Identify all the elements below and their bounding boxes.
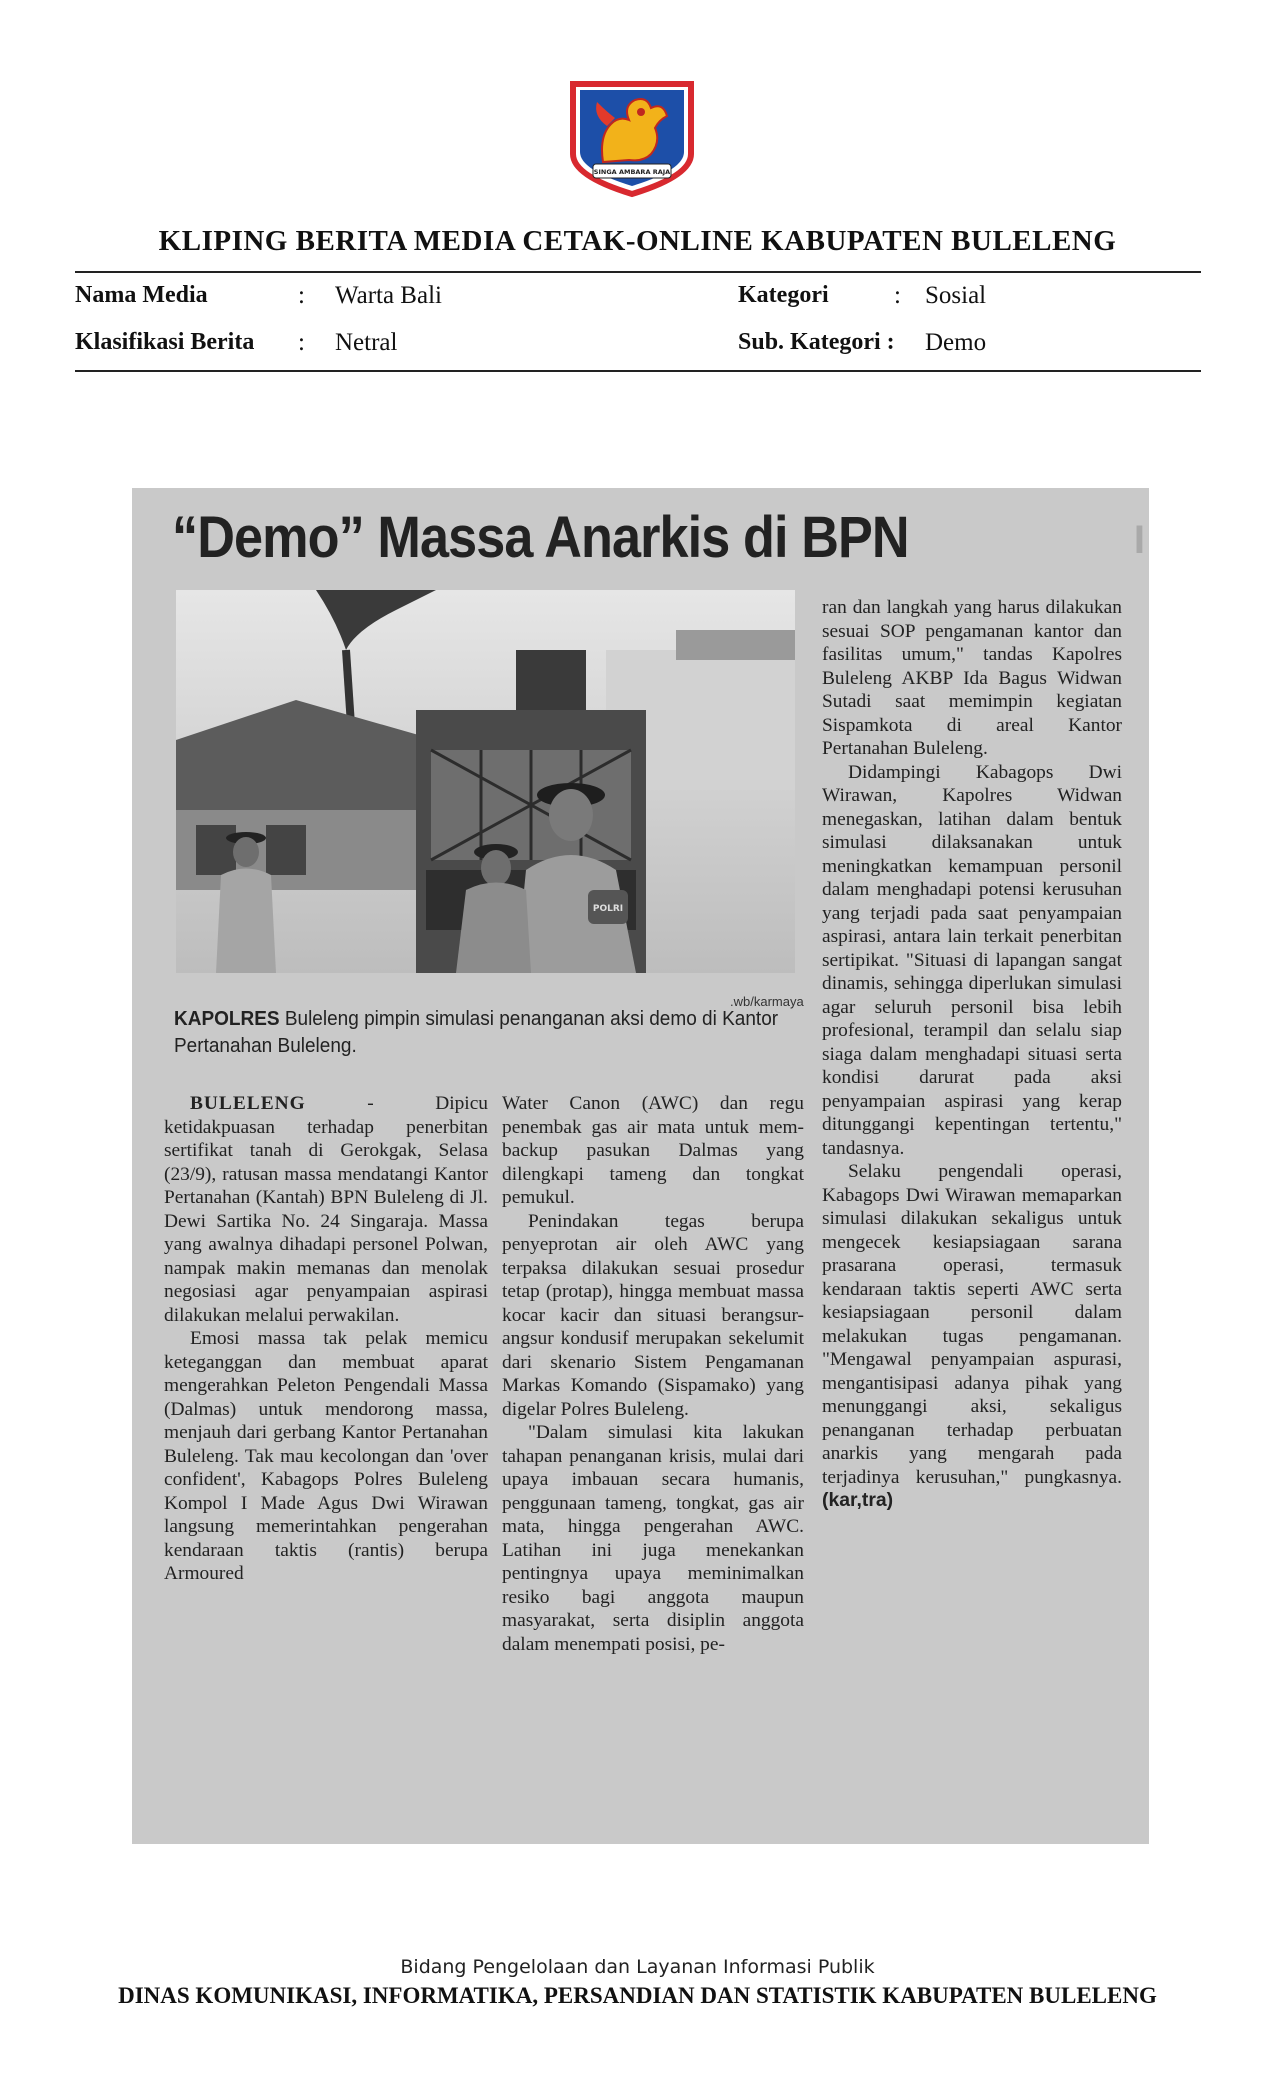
photo-badge-text: POLRI	[592, 904, 624, 914]
caption-text: Buleleng pimpin simulasi penanganan aksi demo di Kantor Pertanahan Buleleng.	[174, 1008, 779, 1057]
kategori-colon: :	[894, 282, 901, 309]
photo-credit: .wb/karmaya	[730, 994, 804, 1009]
media-label: Nama Media	[75, 282, 208, 308]
bottom-divider	[75, 370, 1201, 372]
newspaper-clipping	[132, 488, 1149, 1844]
footer-agency: DINAS KOMUNIKASI, INFORMATIKA, PERSANDIAN DAN STATISTIK KABUPATEN BULELENG	[118, 1983, 1157, 2008]
column1-paragraph-2: Emosi massa tak pelak memicu keteganggan dan membuat aparat mengerahkan Peleton Pengendali Massa (Dalmas) untuk mendorong massa, menjauh dari gerbang Kantor Pertanahan Buleleng. Tak mau kecolongan dan 'over confident', Kabagops Polres Buleleng Kompol I Made Agus Dwi Wirawan langsung memerintahkan pengerahan kendaraan taktis (rantis) berupa Armoured	[164, 1328, 488, 1584]
adjacent-article-fragment: I	[1133, 518, 1145, 562]
kategori-label: Kategori	[738, 282, 829, 308]
media-colon: :	[298, 282, 305, 309]
document-title: KLIPING BERITA MEDIA CETAK-ONLINE KABUPATEN BULELENG	[158, 225, 1117, 257]
column2-paragraph-3: "Dalam simulasi kita lakukan tahapan penanganan krisis, mulai dari upaya imbauan secara humanis, penggunaan tameng, tongkat, gas air mata, hingga pengerahan AWC. Latihan ini juga menekankan pentingnya upaya meminimalkan resiko bagi anggota maupun masyarakat, serta disiplin anggota dalam menempati posisi, pe-	[502, 1422, 804, 1655]
column3-paragraph-2: Didampingi Kabagops Dwi Wirawan, Kapolres Widwan menegaskan, latihan dalam bentuk simulasi dilaksanakan untuk meningkatkan kemampuan personil dalam menghadapi potensi kerusuhan yang terjadi pada saat penyampaian aspirasi, antara lain terkait penerbitan sertipikat. "Situasi di lapangan sangat dinamis, sehingga diperlukan simulasi agar seluruh personil bisa lebih profesional, terampil dan selalu siap siaga dalam menghadapi situasi serta kondisi darurat pada aksi penyampaian aspirasi yang kerap ditunggangi kepentingan tertentu," tandasnya.	[822, 761, 1122, 1159]
author-initials: (kar,tra)	[822, 1489, 894, 1511]
column1-paragraph-1-text: - Dipicu ketidakpuasan terhadap penerbitan sertifikat tanah di Gerokgak, Selasa (23/9), ratusan massa mendatangi Kantor Pertanahan (Kantah) BPN Buleleng di Jl. Dewi Sartika No. 24 Singaraja. Massa yang awalnya dihadapi personel Polwan, nampak makin memanas dan menolak negosiasi agar penyampaian aspirasi dilakukan melalui perwakilan.	[164, 1093, 488, 1326]
column2-paragraph-1: Water Canon (AWC) dan regu penembak gas air mata untuk mem-backup pasukan Dalmas yang dilengkapi tameng dan tongkat pemukul.	[502, 1093, 804, 1208]
dateline: BULELENG	[190, 1093, 306, 1114]
article-column-1	[164, 1092, 488, 1586]
column3-paragraph-1: ran dan langkah yang harus dilakukan sesuai SOP pengamanan kantor dan fasilitas umum," tandas Kapolres Buleleng AKBP Ida Bagus Widwan Sutadi saat memimpin kegiatan Sispamkota di areal Kantor Pertanahan Buleleng.	[822, 597, 1122, 759]
column3-paragraph-3-text: Selaku pengendali operasi, Kabagops Dwi Wirawan memaparkan simulasi dilakukan sekaligus untuk mengecek kesiapsiagaan sarana prasarana operasi, termasuk kendaraan taktis seperti AWC serta kesiapsiagaan personil dalam melakukan tugas pengamanan. "Mengawal penyampaian aspurasi, mengantisipasi adanya pihak yang menunggangi aksi, sekaligus penanganan terhadap perbuatan anarkis yang mengarah pada terjadinya kerusuhan," pungkasnya.	[822, 1161, 1122, 1488]
column1-paragraph-1	[164, 1092, 488, 1327]
media-value: Warta Bali	[335, 282, 442, 309]
subkategori-value: Demo	[925, 329, 987, 356]
article-column-2	[502, 1092, 804, 1656]
logo-motto: SINGA AMBARA RAJA	[593, 168, 671, 176]
article-column-3	[822, 596, 1122, 1513]
klasifikasi-label: Klasifikasi Berita	[75, 329, 255, 355]
klasifikasi-colon: :	[298, 329, 305, 356]
footer-division: Bidang Pengelolaan dan Layanan Informasi Publik	[400, 1956, 875, 1978]
photo-caption	[174, 1006, 782, 1060]
kategori-value: Sosial	[925, 282, 987, 309]
article-photo	[176, 590, 795, 973]
top-divider	[75, 271, 1201, 273]
caption-lead: KAPOLRES	[174, 1008, 280, 1030]
subkategori-label: Sub. Kategori :	[738, 329, 895, 355]
buleleng-logo	[563, 76, 701, 200]
column3-paragraph-3	[822, 1160, 1122, 1513]
klasifikasi-value: Netral	[335, 329, 398, 356]
article-headline: “Demo” Massa Anarkis di BPN	[172, 505, 909, 570]
column2-paragraph-2: Penindakan tegas berupa penyeprotan air oleh AWC yang terpaksa dilakukan sesuai prosedur tetap (protap), hingga membuat massa kocar kacir dan situasi berangsur-angsur kondusif merupakan sekelumit dari skenario Sistem Pengamanan Markas Komando (Sispamako) yang digelar Polres Buleleng.	[502, 1210, 804, 1420]
